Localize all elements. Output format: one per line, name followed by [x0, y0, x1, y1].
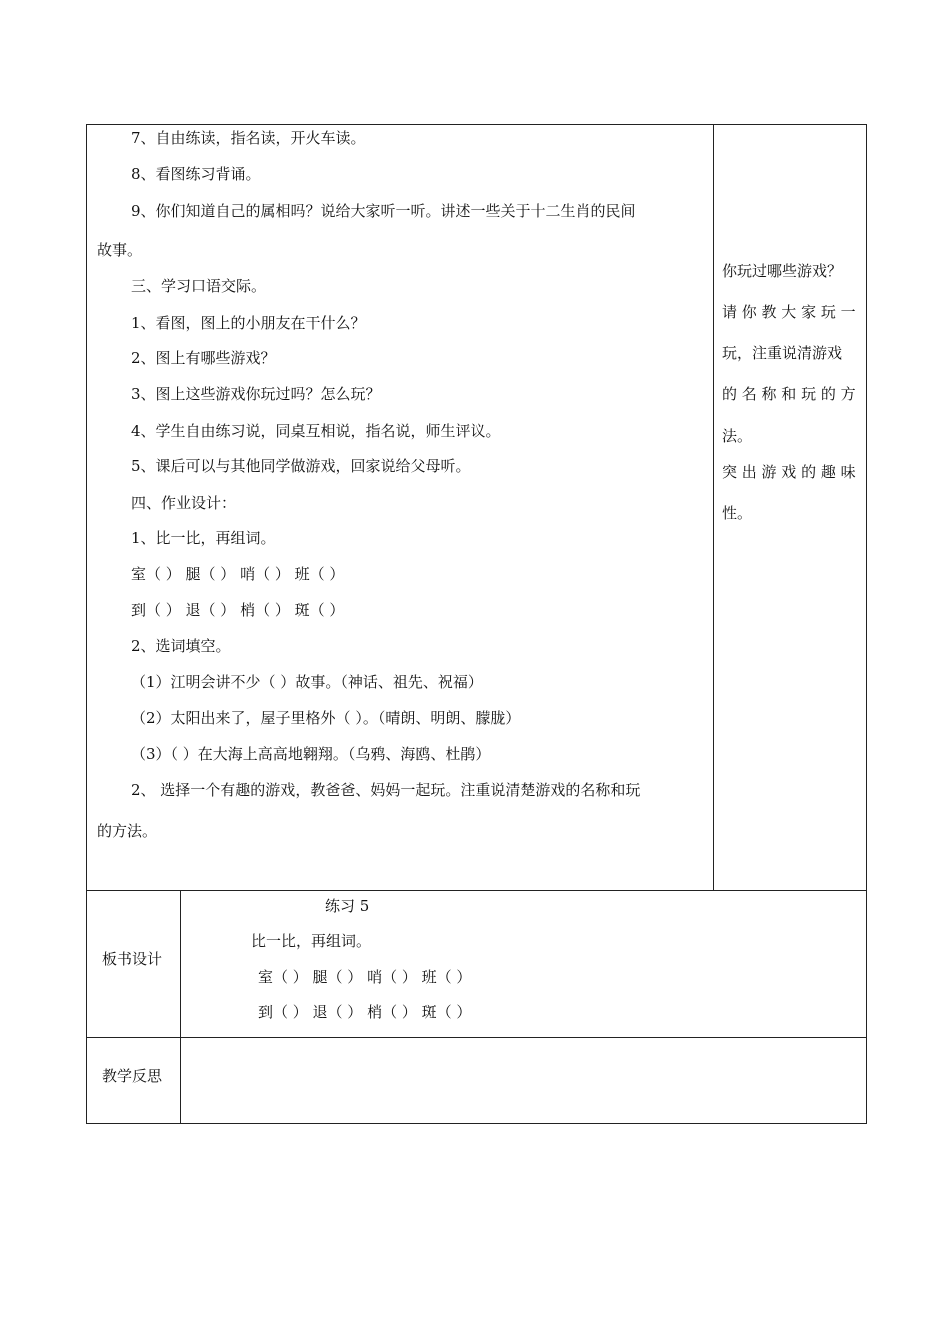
side-note-line-3: 的 名 称 和 玩 的 方: [722, 385, 856, 403]
homework-2: 2、选词填空。: [131, 637, 231, 655]
side-note-line-5: 突 出 游 戏 的 趣 味: [722, 463, 856, 481]
fill-blank-3: （3）（ ）在大海上高高地翱翔。（乌鸦、海鸥、杜鹃）: [131, 745, 491, 763]
board-instruction: 比一比，再组词。: [251, 932, 372, 950]
table-top-border: [86, 124, 867, 125]
step-7: 7、自由练读，指名读，开火车读。: [131, 129, 366, 147]
oral-item-5: 5、课后可以与其他同学做游戏，回家说给父母听。: [131, 457, 471, 475]
oral-item-3: 3、图上这些游戏你玩过吗？怎么玩？: [131, 385, 381, 403]
teaching-reflection-content: [181, 1038, 866, 1123]
table-left-border: [86, 124, 87, 1124]
oral-item-1: 1、看图，图上的小朋友在干什么？: [131, 314, 366, 332]
section-4-heading: 四、作业设计：: [131, 494, 237, 512]
teaching-reflection-label: 教学反思: [102, 1067, 163, 1085]
side-column-divider: [713, 124, 714, 891]
fill-blank-2: （2）太阳出来了，屋子里格外（ ）。（晴朗、明朗、朦胧）: [131, 709, 521, 727]
side-note-line-6: 性。: [722, 504, 753, 522]
step-9: 9、你们知道自己的属相吗？说给大家听一听。讲述一些关于十二生肖的民间: [131, 202, 636, 220]
side-note-line-2: 玩，注重说清游戏: [722, 344, 843, 362]
board-row-1: 室（ ） 腿（ ） 哨（ ） 班（ ）: [258, 968, 472, 986]
side-note-line-4: 法。: [722, 427, 753, 445]
oral-item-4: 4、学生自由练习说，同桌互相说，指名说，师生评议。: [131, 422, 501, 440]
fill-blank-1: （1）江明会讲不少（ ）故事。（神话、祖先、祝福）: [131, 673, 483, 691]
homework-3: 2、 选择一个有趣的游戏，教爸爸、妈妈一起玩。注重说清楚游戏的名称和玩: [131, 781, 641, 799]
table-bottom-border: [86, 1123, 867, 1124]
homework-3-cont: 的方法。: [97, 822, 158, 840]
homework-1-row-1: 室（ ） 腿（ ） 哨（ ） 班（ ）: [131, 565, 345, 583]
board-design-label: 板书设计: [102, 950, 163, 968]
board-title: 练习 5: [325, 897, 370, 915]
table-right-border: [866, 124, 867, 1124]
side-note-question: 你玩过哪些游戏？: [722, 262, 843, 280]
oral-item-2: 2、图上有哪些游戏？: [131, 349, 276, 367]
step-9-cont: 故事。: [97, 241, 143, 259]
row-divider-board: [86, 890, 867, 891]
section-3-heading: 三、学习口语交际。: [131, 277, 267, 295]
side-note-line-1: 请 你 教 大 家 玩 一: [722, 303, 856, 321]
board-row-2: 到（ ） 退（ ） 梢（ ） 斑（ ）: [258, 1003, 472, 1021]
homework-1: 1、比一比，再组词。: [131, 529, 276, 547]
step-8: 8、看图练习背诵。: [131, 165, 261, 183]
homework-1-row-2: 到（ ） 退（ ） 梢（ ） 斑（ ）: [131, 601, 345, 619]
